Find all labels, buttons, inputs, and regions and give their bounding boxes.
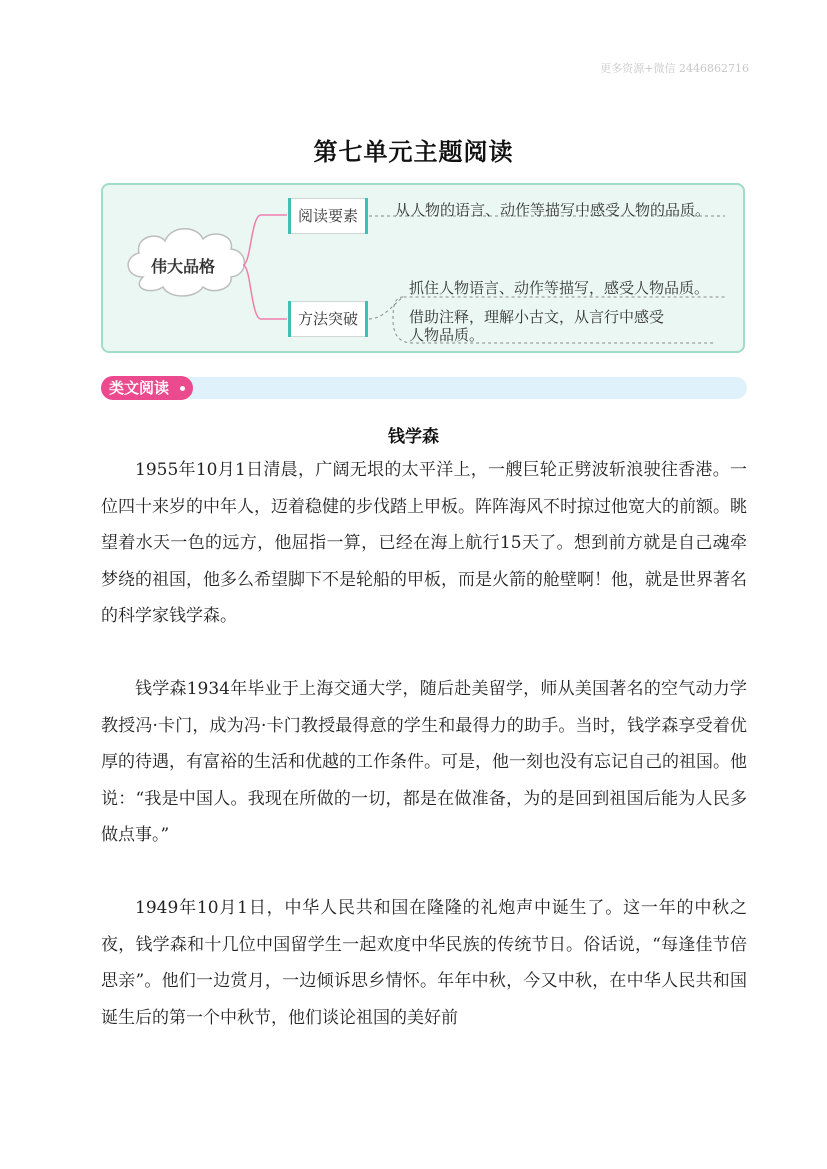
- mind-map: [101, 183, 745, 353]
- branch-line-top: [243, 215, 287, 265]
- paragraph-2: 钱学森1934年毕业于上海交通大学，随后赴美留学，师从美国著名的空气动力学教授冯·卡门，成为冯·卡门教授最得意的学生和最得力的助手。当时，钱学森享受着优厚的待遇，有富裕的生活和优越的工作条件。可是，他一刻也没有忘记自己的祖国。他说：“我是中国人。我现在所做的一切，都是在做准备，为的是回到祖国后能为人民多做点事。”: [101, 679, 747, 846]
- paragraph-1: 1955年10月1日清晨，广阔无垠的太平洋上，一艘巨轮正劈波斩浪驶往香港。一位四十来岁的中年人，迈着稳健的步伐踏上甲板。阵阵海风不时掠过他宽大的前额。眺望着水天一色的远方，他屈指一算，已经在海上航行15天了。想到前方就是自己魂牵梦绕的祖国，他多么希望脚下不是轮船的甲板，而是火箭的舱壁啊！他，就是世界著名的科学家钱学森。: [101, 460, 747, 627]
- tag-method-breakthrough: 方法突破: [289, 301, 367, 337]
- section-label-text: 类文阅读: [109, 379, 170, 397]
- watermark: 更多资源+微信 2446862716: [600, 62, 749, 75]
- section-label: [101, 376, 193, 400]
- theme-label: 伟大品格: [150, 257, 215, 276]
- dot-icon: [180, 386, 185, 391]
- tag-reading-element: 阅读要素: [289, 198, 367, 234]
- section-header: [101, 377, 747, 399]
- page-title: 第七单元主题阅读: [313, 138, 514, 166]
- branch2-text1: 抓住人物语言、动作等描写，感受人物品质。: [409, 279, 710, 297]
- paragraph-3: 1949年10月1日，中华人民共和国在隆隆的礼炮声中诞生了。这一年的中秋之夜，钱学森和十几位中国留学生一起欢度中华民族的传统节日。俗话说，“每逢佳节倍思亲”。他们一边赏月，一边倾诉思乡情怀。年年中秋，今又中秋，在中华人民共和国诞生后的第一个中秋节，他们谈论祖国的美好前: [101, 898, 747, 1028]
- article-title: 钱学森: [388, 427, 439, 447]
- branch-line-bottom: [243, 265, 287, 319]
- branch2-text2-line1: 借助注释，理解小古文，从言行中感受: [409, 308, 665, 326]
- branch1-text: 从人物的语言、动作等描写中感受人物的品质。: [395, 201, 711, 219]
- branch2-text2-line2: 人物品质。: [409, 326, 485, 344]
